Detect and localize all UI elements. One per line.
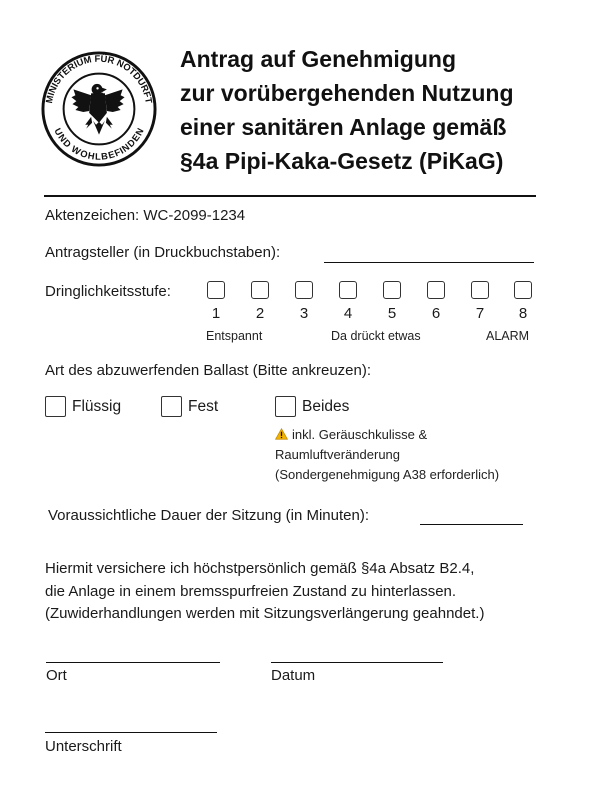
- urgency-checkbox-3[interactable]: [295, 281, 313, 299]
- note-line: inkl. Geräuschkulisse &: [292, 427, 428, 442]
- applicant-label: Antragsteller (in Druckbuchstaben):: [45, 244, 281, 261]
- note-line: Raumluftveränderung: [275, 447, 401, 462]
- urgency-level-number: 8: [518, 305, 528, 322]
- urgency-scale-low: Entspannt: [206, 329, 263, 343]
- declaration: [45, 558, 484, 626]
- signature-field[interactable]: [45, 732, 217, 733]
- seal-bottom-text: UND WOHLBEFINDEN: [52, 126, 146, 162]
- form-title: [180, 42, 580, 178]
- signature-label: Unterschrift: [45, 738, 122, 755]
- applicant-name-field[interactable]: [324, 262, 534, 263]
- place-field[interactable]: [46, 662, 220, 663]
- title-line: §4a Pipi-Kaka-Gesetz (PiKaG): [180, 148, 504, 174]
- title-divider: [44, 195, 536, 197]
- file-reference: Aktenzeichen: WC-2099-1234: [45, 207, 246, 224]
- ballast-note: [275, 425, 499, 485]
- urgency-checkbox-7[interactable]: [471, 281, 489, 299]
- ballast-checkbox-solid[interactable]: [161, 396, 182, 417]
- place-label: Ort: [46, 667, 67, 684]
- declaration-line: die Anlage in einem bremsspurfreien Zustand zu hinterlassen.: [45, 582, 457, 600]
- date-label: Datum: [271, 667, 316, 684]
- urgency-checkbox-2[interactable]: [251, 281, 269, 299]
- urgency-level-number: 7: [475, 305, 485, 322]
- urgency-checkbox-6[interactable]: [427, 281, 445, 299]
- duration-field[interactable]: [420, 524, 523, 525]
- date-field[interactable]: [271, 662, 443, 663]
- urgency-level-number: 6: [431, 305, 441, 322]
- urgency-scale-high: ALARM: [486, 329, 530, 343]
- ballast-option-liquid: Flüssig: [72, 398, 122, 415]
- ballast-option-both: Beides: [302, 398, 350, 415]
- urgency-checkbox-5[interactable]: [383, 281, 401, 299]
- warning-icon: [275, 428, 288, 440]
- urgency-scale-mid: Da drückt etwas: [331, 329, 421, 343]
- duration-label: Voraussichtliche Dauer der Sitzung (in Minuten):: [48, 507, 369, 524]
- urgency-label: Dringlichkeitsstufe:: [45, 283, 171, 300]
- declaration-line: (Zuwiderhandlungen werden mit Sitzungsverlängerung geahndet.): [45, 605, 485, 622]
- seal-top-text: MINISTERIUM FÜR NOTDURFT: [44, 53, 154, 105]
- urgency-level-number: 3: [299, 305, 309, 322]
- title-line: zur vorübergehenden Nutzung: [180, 80, 514, 106]
- urgency-checkbox-4[interactable]: [339, 281, 357, 299]
- urgency-level-number: 5: [387, 305, 397, 322]
- note-line: (Sondergenehmigung A38 erforderlich): [275, 467, 500, 482]
- declaration-line: Hiermit versichere ich höchstpersönlich gemäß §4a Absatz B2.4,: [45, 560, 475, 577]
- ballast-checkbox-liquid[interactable]: [45, 396, 66, 417]
- title-line: Antrag auf Genehmigung: [180, 46, 456, 72]
- title-line: einer sanitären Anlage gemäß: [180, 114, 507, 140]
- ballast-checkbox-both[interactable]: [275, 396, 296, 417]
- ballast-question: Art des abzuwerfenden Ballast (Bitte ankreuzen):: [45, 362, 372, 379]
- ministry-seal: [40, 50, 158, 168]
- urgency-checkbox-1[interactable]: [207, 281, 225, 299]
- eagle-icon: [71, 84, 124, 135]
- ballast-option-solid: Fest: [188, 398, 219, 415]
- urgency-level-number: 1: [211, 305, 221, 322]
- urgency-level-number: 4: [343, 305, 353, 322]
- urgency-level-number: 2: [255, 305, 265, 322]
- urgency-checkbox-8[interactable]: [514, 281, 532, 299]
